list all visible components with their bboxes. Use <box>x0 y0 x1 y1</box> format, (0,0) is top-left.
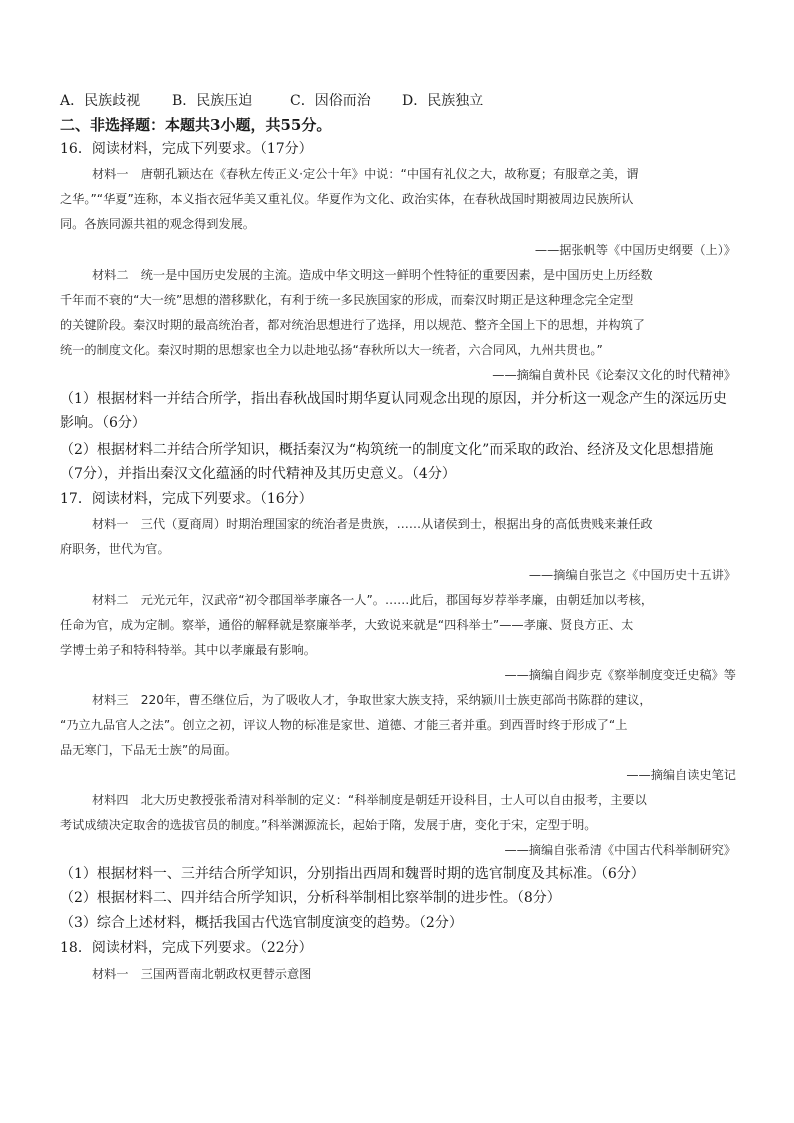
option-a: A．民族歧视 <box>60 93 141 109</box>
q17-material-1-source: ——摘编自张岂之《中国历史十五讲》 <box>528 568 736 582</box>
q16-material-2-line: 千年而不衰的“大一统”思想的潜移默化，有利于统一多民族国家的形成，而秦汉时期正是这种理念完全定型 <box>60 293 634 307</box>
q17-material-2-source: ——摘编自阎步克《察举制度变迁史稿》等 <box>504 668 736 682</box>
q16-requirement-1: （1）根据材料一并结合所学，指出春秋战国时期华夏认同观念出现的原因，并分析这一观念产生的深远历史 <box>60 391 727 407</box>
q16-material-2-source: ——摘编自黄朴民《论秦汉文化的时代精神》 <box>492 368 736 382</box>
q17-material-4-line: 考试成绩决定取舍的选拔官员的制度。”科举渊源流长，起始于隋，发展于唐，变化于宋，定型于明。 <box>60 818 597 832</box>
q16-material-2-line: 的关键阶段。秦汉时期的最高统治者，都对统治思想进行了选择，用以规范、整齐全国上下的思想，并构筑了 <box>60 318 645 332</box>
q16-requirement-2: （2）根据材料二并结合所学知识，概括秦汉为“构筑统一的制度文化”而采取的政治、经济及文化思想措施 <box>60 442 714 458</box>
q16-material-1-line: 同。各族同源共祖的观念得到发展。 <box>60 217 255 231</box>
q17-requirement-1: （1）根据材料一、三并结合所学知识，分别指出西周和魏晋时期的选官制度及其标准。（6分） <box>60 866 645 882</box>
q17-material-4-source: ——摘编自张希清《中国古代科举制研究》 <box>504 843 736 857</box>
section-title: 二、非选择题：本题共3小题，共55分。 <box>60 116 332 134</box>
q17-material-3-source: ——摘编自读史笔记 <box>626 768 736 782</box>
q17-material-1-line: 材料一 三代（夏商周）时期治理国家的统治者是贵族，……从诸侯到士，根据出身的高低贵贱来兼任政 <box>92 517 653 531</box>
question-17-stem: 17．阅读材料，完成下列要求。（16分） <box>60 491 313 507</box>
q16-material-2-line: 统一的制度文化。秦汉时期的思想家也全力以赴地弘扬“春秋所以大一统者，六合同风，九州共贯也。” <box>60 343 603 357</box>
q17-material-1-line: 府职务，世代为官。 <box>60 542 170 556</box>
q17-material-3-line: “乃立九品官人之法”。创立之初，评议人物的标准是家世、道德、才能三者并重。到西晋时终于形成了“上 <box>60 718 628 732</box>
q16-material-1-line: 材料一 唐朝孔颖达在《春秋左传正义·定公十年》中说：“中国有礼仪之大，故称夏；有服章之美，谓 <box>92 167 639 181</box>
q17-material-3-line: 品无寒门，下品无士族”的局面。 <box>60 743 237 757</box>
option-b: B．民族压迫 <box>172 93 253 109</box>
q16-requirement-1: 影响。（6分） <box>60 415 146 431</box>
question-16-stem: 16．阅读材料，完成下列要求。（17分） <box>60 141 313 157</box>
q16-material-1-line: 之华。”“华夏”连称，本义指衣冠华美又重礼仪。华夏作为文化、政治实体，在春秋战国时期被周边民族所认 <box>60 192 634 206</box>
q17-requirement-2: （2）根据材料二、四并结合所学知识，分析科举制相比察举制的进步性。（8分） <box>60 890 561 906</box>
q16-requirement-2: （7分），并指出秦汉文化蕴涵的时代精神及其历史意义。（4分） <box>60 466 456 482</box>
option-d: D．民族独立 <box>402 93 484 109</box>
q17-material-3-line: 材料三 220年，曹丕继位后，为了吸收人才，争取世家大族支持，采纳颍川士族吏部尚书陈群的建议， <box>92 693 652 707</box>
q17-material-2-line: 学博士弟子和特科特举。其中以孝廉最有影响。 <box>60 643 316 657</box>
q17-material-2-line: 任命为官，成为定制。察举，通俗的解释就是察廉举孝，大致说来就是“四科举士”——孝廉、贤良方正、太 <box>60 618 634 632</box>
q18-material-1-caption: 材料一 三国两晋南北朝政权更替示意图 <box>92 967 312 981</box>
question-18-stem: 18．阅读材料，完成下列要求。（22分） <box>60 940 313 956</box>
option-c: C．因俗而治 <box>290 93 371 109</box>
answer-options <box>60 91 736 111</box>
q17-material-4-line: 材料四 北大历史教授张希清对科举制的定义：“科举制度是朝廷开设科目，士人可以自由报考，主要以 <box>92 793 647 807</box>
q16-material-1-source: ——据张帆等《中国历史纲要（上）》 <box>534 243 736 257</box>
q16-material-2-line: 材料二 统一是中国历史发展的主流。造成中华文明这一鲜明个性特征的重要因素，是中国历史上历经数 <box>92 268 653 282</box>
q17-requirement-3: （3）综合上述材料，概括我国古代选官制度演变的趋势。（2分） <box>60 915 463 931</box>
q17-material-2-line: 材料二 元光元年，汉武帝“初令郡国举孝廉各一人”。……此后，郡国每岁荐举孝廉，由朝廷加以考核， <box>92 593 654 607</box>
